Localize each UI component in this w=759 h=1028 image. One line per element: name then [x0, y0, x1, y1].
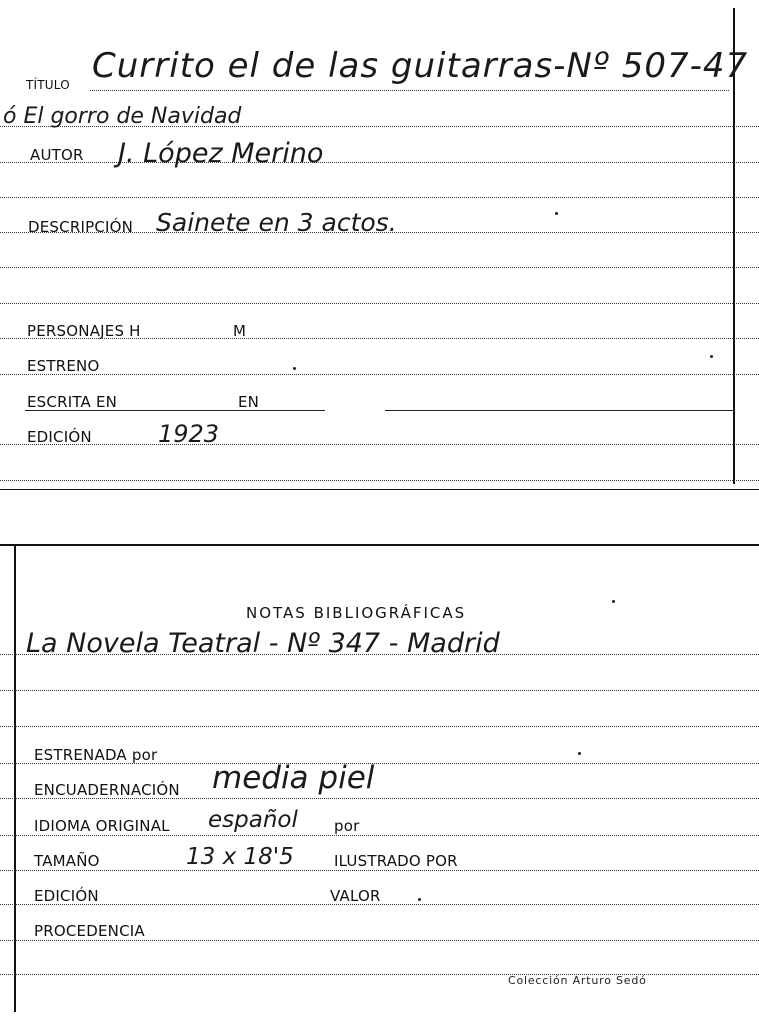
card-top-edge — [0, 544, 759, 546]
value-edicion: 1923 — [158, 420, 220, 448]
label-tamano: TAMAÑO — [34, 852, 100, 870]
value-autor: J. López Merino — [118, 138, 324, 169]
speck — [578, 752, 581, 755]
label-edicion: EDICIÓN — [27, 428, 92, 446]
card-bottom-edge — [0, 489, 759, 490]
label-descripcion: DESCRIPCIÓN — [28, 218, 134, 236]
label-personajes-h: PERSONAJES H — [27, 322, 141, 340]
rule-line — [0, 374, 759, 375]
rule-line — [0, 690, 759, 691]
label-estrenada-por: ESTRENADA por — [34, 746, 158, 764]
rule-line — [0, 162, 759, 163]
label-procedencia: PROCEDENCIA — [34, 922, 145, 940]
value-notas: La Novela Teatral - Nº 347 - Madrid — [26, 628, 500, 659]
rule-line — [0, 197, 759, 198]
label-valor: VALOR — [330, 887, 381, 905]
speck — [612, 600, 615, 603]
rule-line — [0, 267, 759, 268]
label-notas-bibliograficas: NOTAS BIBLIOGRÁFICAS — [246, 604, 467, 622]
value-tamano: 13 x 18'5 — [186, 844, 294, 870]
value-descripcion: Sainete en 3 actos. — [156, 208, 397, 237]
label-por: por — [334, 817, 360, 835]
card-left-edge — [14, 544, 16, 1012]
label-estreno: ESTRENO — [27, 357, 100, 375]
rule-line — [0, 303, 759, 304]
label-titulo: TÍTULO — [26, 78, 70, 92]
speck — [555, 212, 558, 215]
rule-line — [0, 480, 759, 481]
label-encuadernacion: ENCUADERNACIÓN — [34, 781, 180, 799]
rule-line — [0, 870, 759, 871]
catalog-card-bottom — [0, 530, 759, 1028]
value-titulo-line2: ó El gorro de Navidad — [3, 104, 242, 129]
catalog-card-top — [0, 0, 759, 495]
label-edicion: EDICIÓN — [34, 887, 99, 905]
label-coleccion: Colección Arturo Sedó — [508, 974, 647, 987]
label-idioma-original: IDIOMA ORIGINAL — [34, 817, 170, 835]
label-escrita-en: ESCRITA EN — [27, 393, 118, 411]
label-personajes-m: M — [233, 322, 247, 340]
speck — [293, 367, 296, 370]
value-titulo: Currito el de las guitarras-Nº 507-47 — [92, 46, 749, 86]
rule-line — [0, 444, 759, 445]
label-ilustrado-por: ILUSTRADO POR — [334, 852, 458, 870]
rule-line — [385, 410, 735, 411]
rule-line — [0, 940, 759, 941]
label-autor: AUTOR — [30, 146, 84, 164]
value-encuadernacion: media piel — [212, 760, 375, 796]
rule-line — [0, 726, 759, 727]
speck — [418, 898, 421, 901]
rule-line — [0, 835, 759, 836]
speck — [710, 355, 713, 358]
rule-line — [90, 90, 729, 91]
value-idioma-original: español — [208, 807, 298, 833]
label-en: EN — [238, 393, 260, 411]
